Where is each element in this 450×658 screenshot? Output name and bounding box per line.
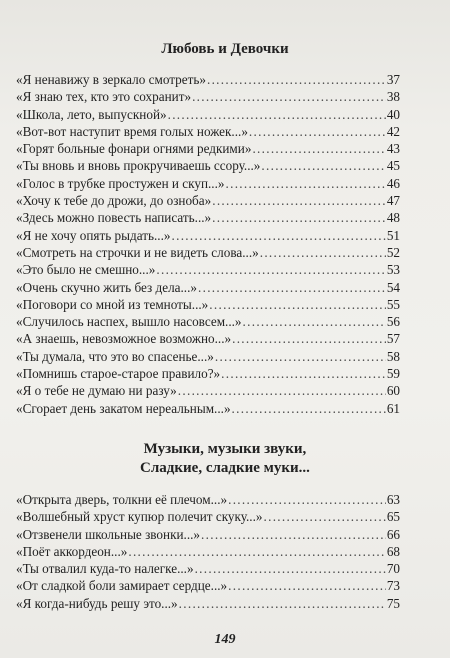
toc-entry-title: «Сгорает день закатом нереальным...» (16, 400, 231, 416)
toc-entry-page: 55 (386, 296, 400, 312)
dot-leader (178, 382, 386, 399)
toc-entry-title: «Ты отвалил куда-то налегке...» (16, 561, 194, 577)
toc-entry (16, 175, 400, 192)
toc-entry-title: «Очень скучно жить без дела...» (16, 279, 197, 295)
toc-entry (16, 330, 400, 347)
toc-entry-title: «Поёт аккордеон...» (16, 543, 128, 559)
dot-leader (221, 365, 386, 382)
toc-entry (16, 88, 400, 105)
dot-leader (212, 192, 386, 209)
toc-entry-page: 47 (386, 193, 400, 209)
toc-entry-title: «Голос в трубке простужен и скуп...» (16, 175, 225, 191)
toc-entry (16, 209, 400, 226)
toc-entry-page: 68 (386, 543, 400, 559)
toc-entry (16, 400, 400, 417)
dot-leader (179, 595, 386, 612)
toc-entry (16, 296, 400, 313)
toc-entry (16, 365, 400, 382)
toc-entry-page: 51 (386, 227, 400, 243)
toc-entry-page: 54 (386, 279, 400, 295)
toc-entry-page: 73 (386, 578, 400, 594)
toc-entry-page: 45 (386, 158, 400, 174)
dot-leader (209, 296, 386, 313)
toc-entry (16, 157, 400, 174)
toc-entry-page: 75 (386, 595, 400, 611)
toc-entry-title: «Школа, лето, выпускной» (16, 106, 167, 122)
toc-entry (16, 560, 400, 577)
toc-entry (16, 261, 400, 278)
dot-leader (264, 508, 386, 525)
toc-entry-title: «Случилось наспех, вышло насовсем...» (16, 314, 242, 330)
dot-leader (232, 330, 386, 347)
toc-entry (16, 71, 400, 88)
toc-entry-title: «Это было не смешно...» (16, 262, 156, 278)
toc-entry-page: 43 (386, 141, 400, 157)
toc-entry-title: «Горят больные фонари огнями редкими» (16, 141, 252, 157)
toc-entry-title: «Я не хочу опять рыдать...» (16, 227, 171, 243)
dot-leader (249, 123, 386, 140)
dot-leader (260, 244, 386, 261)
toc-entry (16, 140, 400, 157)
toc-entry-title: «Хочу к тебе до дрожи, до озноба» (16, 193, 212, 209)
toc-entry (16, 244, 400, 261)
toc-entry-page: 52 (386, 244, 400, 260)
page-number: 149 (214, 632, 236, 647)
toc-entry-page: 37 (386, 72, 400, 87)
toc-entry-title: «Я о тебе не думаю ни разу» (16, 383, 177, 399)
dot-leader (168, 106, 386, 123)
toc-entry-title: «Волшебный хруст купюр полечит скуку...» (16, 509, 263, 525)
toc-entry (16, 279, 400, 296)
toc-entry (16, 526, 400, 543)
toc-entry (16, 106, 400, 123)
toc-list-love (16, 71, 400, 417)
toc-entry-page: 48 (386, 210, 400, 226)
toc-entry-page: 40 (386, 106, 400, 122)
toc-entry-page: 60 (386, 383, 400, 399)
toc-entry-page: 65 (386, 509, 400, 525)
toc-entry (16, 508, 400, 525)
dot-leader (207, 71, 386, 88)
toc-entry-page: 66 (386, 526, 400, 542)
toc-entry-page: 56 (386, 314, 400, 330)
toc-entry (16, 227, 400, 244)
toc-entry-page: 58 (386, 348, 400, 364)
toc-entry-page: 61 (386, 400, 400, 416)
toc-entry-title: «Ты думала, что это во спасенье...» (16, 348, 214, 364)
toc-entry-title: «Здесь можно повесть написать...» (16, 210, 212, 226)
dot-leader (215, 348, 386, 365)
toc-entry-title: «Ты вновь и вновь прокручиваешь ссору...» (16, 158, 261, 174)
dot-leader (252, 140, 385, 157)
section-title-love: Любовь и Девочки (161, 41, 289, 57)
dot-leader (212, 209, 386, 226)
toc-entry-page: 70 (386, 561, 400, 577)
toc-entry-title: «Помнишь старое-старое правило?» (16, 366, 221, 382)
dot-leader (128, 543, 385, 560)
dot-leader (192, 88, 386, 105)
dot-leader (198, 279, 386, 296)
toc-entry-page: 38 (386, 89, 400, 105)
dot-leader (228, 491, 386, 508)
toc-entry (16, 543, 400, 560)
dot-leader (201, 526, 386, 543)
dot-leader (228, 577, 386, 594)
dot-leader (226, 175, 386, 192)
toc-entry (16, 382, 400, 399)
toc-entry-page: 57 (386, 331, 400, 347)
toc-entry (16, 491, 400, 508)
dot-leader (156, 261, 385, 278)
dot-leader (243, 313, 386, 330)
toc-entry-title: «Я знаю тех, кто это сохранит» (16, 89, 192, 105)
toc-entry-page: 53 (386, 262, 400, 278)
toc-entry (16, 577, 400, 594)
toc-entry (16, 348, 400, 365)
toc-entry (16, 313, 400, 330)
toc-entry-title: «От сладкой боли замирает сердце...» (16, 578, 228, 594)
toc-entry-page: 42 (386, 123, 400, 139)
toc-entry-page: 59 (386, 366, 400, 382)
toc-entry-title: «Я когда-нибудь решу это...» (16, 595, 178, 611)
toc-list-music (16, 491, 400, 612)
toc-entry-page: 63 (386, 492, 400, 507)
toc-entry-page: 46 (386, 175, 400, 191)
toc-entry-title: «Вот-вот наступит время голых ножек...» (16, 123, 248, 139)
section-title-music-line2: Сладкие, сладкие муки... (140, 460, 310, 476)
toc-entry (16, 123, 400, 140)
section-title-music-line1: Музыки, музыки звуки, (143, 441, 307, 457)
toc-entry (16, 595, 400, 612)
toc-entry-title: «А знаешь, невозможное возможно...» (16, 331, 232, 347)
dot-leader (261, 157, 385, 174)
toc-entry (16, 192, 400, 209)
dot-leader (172, 227, 386, 244)
toc-entry-title: «Смотреть на строчки и не видеть слова...» (16, 244, 259, 260)
dot-leader (232, 400, 386, 417)
toc-entry-title: «Я ненавижу в зеркало смотреть» (16, 72, 206, 87)
toc-entry-title: «Открыта дверь, толкни её плечом...» (16, 492, 228, 507)
toc-entry-title: «Отзвенели школьные звонки...» (16, 526, 201, 542)
toc-entry-title: «Поговори со мной из темноты...» (16, 296, 209, 312)
dot-leader (195, 560, 386, 577)
